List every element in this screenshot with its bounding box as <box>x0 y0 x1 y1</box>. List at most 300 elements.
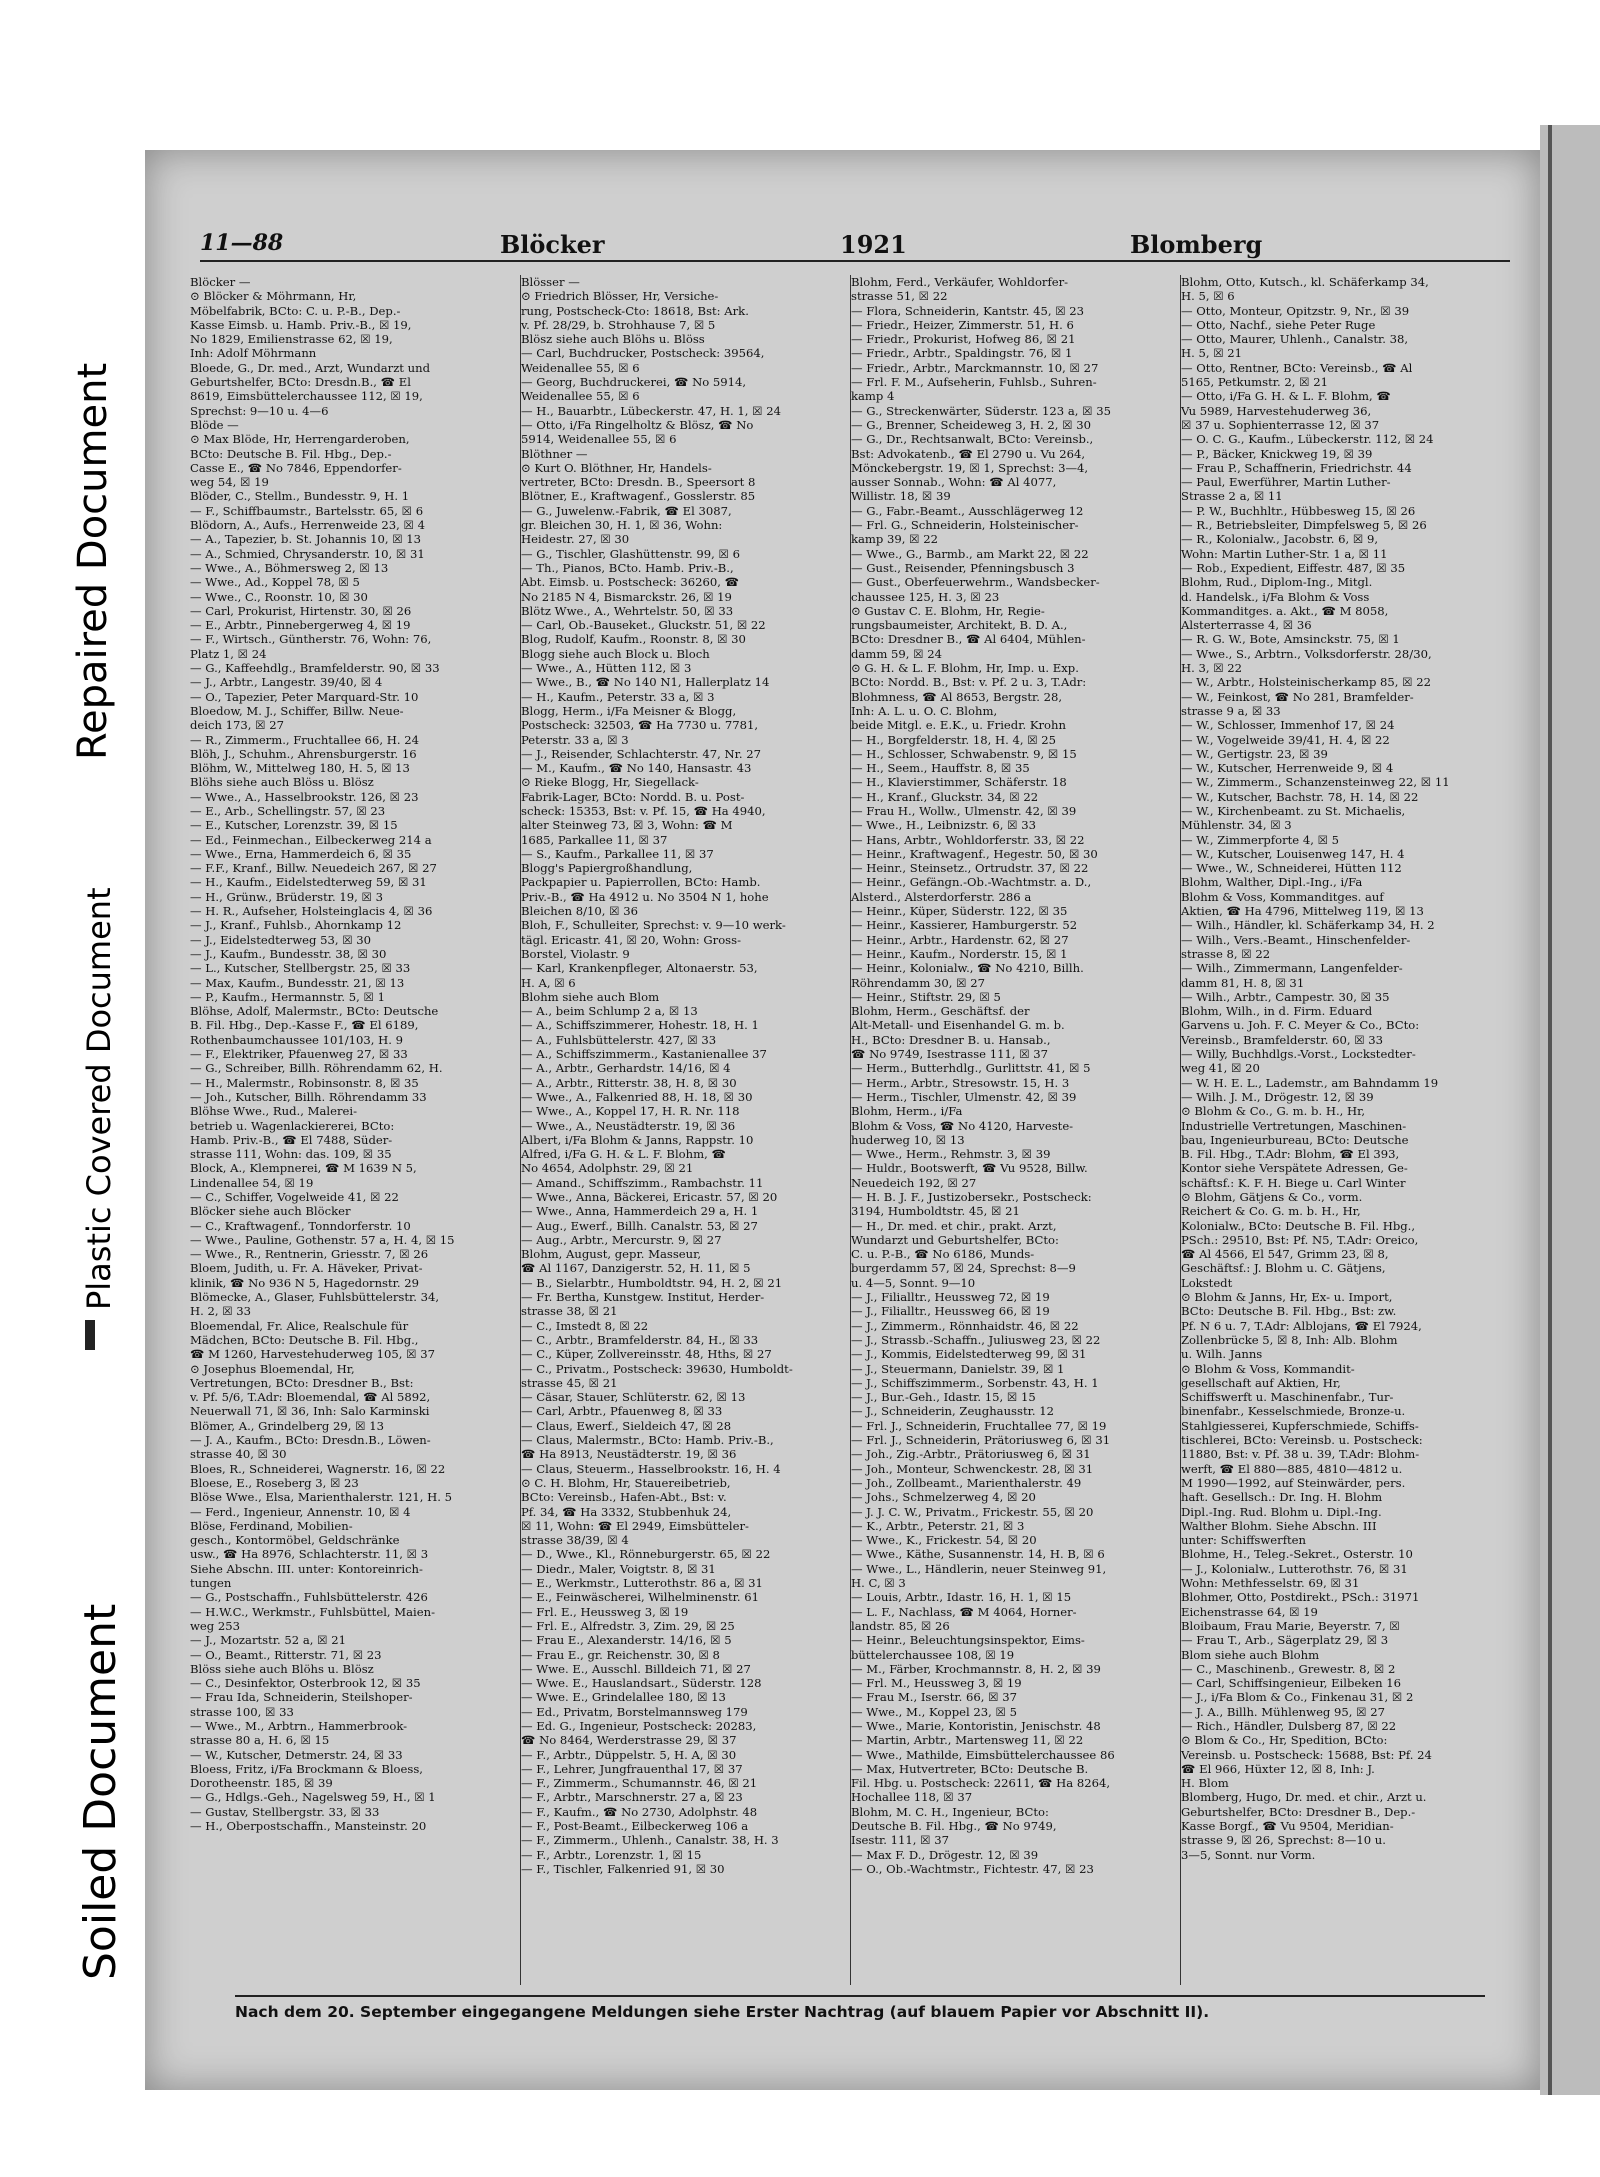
directory-entry-line: Weidenallee 55, ☒ 6 <box>521 389 640 404</box>
header-last-entry: Blomberg <box>1130 230 1263 259</box>
directory-entry-line: Blöhm, W., Mittelweg 180, H. 5, ☒ 13 <box>190 761 410 776</box>
directory-entry-line: — Wwe., Pauline, Gothenstr. 57 a, H. 4, ☒ 15 <box>190 1232 455 1247</box>
directory-entry-line: unter: Schiffswerften <box>1181 1533 1306 1548</box>
directory-entry-line: — Gust., Oberfeuerwehrm., Wandsbecker- <box>851 575 1100 590</box>
directory-entry-line: — Wwe., W., Schneiderei, Hütten 112 <box>1181 861 1402 876</box>
header-year: 1921 <box>840 230 907 259</box>
directory-entry-line: — Frau P., Schaffnerin, Friedrichstr. 44 <box>1181 460 1412 475</box>
directory-entry-line: — H., Seem., Hauffstr. 8, ☒ 35 <box>851 761 1030 776</box>
directory-entry-line: — Carl, Prokurist, Hirtenstr. 30, ☒ 26 <box>190 603 412 618</box>
directory-entry-line: — H. R., Aufseher, Holsteinglacis 4, ☒ 36 <box>190 904 433 919</box>
directory-entry-line: ☎ M 1260, Harvestehuderweg 105, ☒ 37 <box>190 1347 435 1362</box>
directory-entry-line: u. 4—5, Sonnt. 9—10 <box>851 1275 976 1290</box>
directory-entry-line: ☒ 37 u. Sophienterrasse 12, ☒ 37 <box>1181 417 1380 432</box>
directory-entry-line: — Louis, Arbtr., Idastr. 16, H. 1, ☒ 15 <box>851 1590 1072 1605</box>
directory-entry-line: — Wilh., Arbtr., Campestr. 30, ☒ 35 <box>1181 989 1390 1004</box>
directory-entry-line: weg 41, ☒ 20 <box>1181 1061 1260 1076</box>
directory-entry-line: — J., Kaufm., Bundesstr. 38, ☒ 30 <box>190 946 387 961</box>
directory-entry-line: ☒ 11, Wohn: ☎ El 2949, Eimsbütteler- <box>521 1518 749 1533</box>
directory-entry-line: BCto: Deutsche B. Fil. Hbg., Dep.- <box>190 446 392 461</box>
directory-column-4 <box>1180 275 1496 1985</box>
directory-entry-line: 3—5, Sonnt. nur Vorm. <box>1181 1847 1316 1862</box>
directory-entry-line: ⊙ Blöcker & Möhrmann, Hr, <box>190 289 357 304</box>
directory-entry-line: Walther Blohm. Siehe Abschn. III <box>1181 1518 1377 1533</box>
directory-entry-line: — Carl, Ob.-Bauseket., Gluckstr. 51, ☒ 22 <box>521 618 766 633</box>
directory-entry-line: No 2185 N 4, Bismarckstr. 26, ☒ 19 <box>521 589 732 604</box>
directory-entry-line: H. C, ☒ 3 <box>851 1576 906 1591</box>
directory-entry-line: — Flora, Schneiderin, Kantstr. 45, ☒ 23 <box>851 303 1085 318</box>
directory-entry-line: — M., Färber, Krochmannstr. 8, H. 2, ☒ 39 <box>851 1661 1101 1676</box>
directory-entry-line: Bloibaum, Frau Marie, Beyerstr. 7, ☒ <box>1181 1618 1400 1633</box>
directory-entry-line: — Heinr., Beleuchtungsinspektor, Eims- <box>851 1633 1085 1648</box>
directory-entry-line: Blöhse Wwe., Rud., Malerei- <box>190 1104 357 1119</box>
directory-entry-line: Blöder, C., Stellm., Bundesstr. 9, H. 1 <box>190 489 410 504</box>
directory-entry-line: Blömer, A., Grindelberg 29, ☒ 13 <box>190 1418 384 1433</box>
directory-entry-line: — E., Arb., Schellingstr. 57, ☒ 23 <box>190 803 386 818</box>
directory-entry-line: Sprechst: 9—10 u. 4—6 <box>190 403 329 418</box>
directory-entry-line: Blöcker siehe auch Blöcker <box>190 1204 351 1219</box>
directory-entry-line: — W., Zimmerm., Schanzensteinweg 22, ☒ 11 <box>1181 775 1450 790</box>
directory-entry-line: ⊙ Friedrich Blösser, Hr, Versiche- <box>521 289 719 304</box>
directory-entry-line: Blog, Rudolf, Kaufm., Roonstr. 8, ☒ 30 <box>521 632 746 647</box>
directory-entry-line: — F., Arbtr., Düppelstr. 5, H. A, ☒ 30 <box>521 1747 737 1762</box>
directory-entry-line: Blösz siehe auch Blöhs u. Blöss <box>521 332 705 347</box>
directory-entry-line: — C., Desinfektor, Osterbrook 12, ☒ 35 <box>190 1676 421 1691</box>
directory-entry-line: — E., Arbtr., Pinnebergerweg 4, ☒ 19 <box>190 618 411 633</box>
directory-entry-line: — P., Kaufm., Hermannstr. 5, ☒ 1 <box>190 989 385 1004</box>
directory-entry-line: Rothenbaumchaussee 101/103, H. 9 <box>190 1032 403 1047</box>
directory-entry-line: tägl. Ericastr. 41, ☒ 20, Wohn: Gross- <box>521 932 741 947</box>
directory-entry-line: Block, A., Klempnerei, ☎ M 1639 N 5, <box>190 1161 417 1176</box>
directory-entry-line: ☎ Ha 8913, Neustädterstr. 19, ☒ 36 <box>521 1447 737 1462</box>
directory-entry-line: 5165, Petkumstr. 2, ☒ 21 <box>1181 375 1328 390</box>
directory-entry-line: Blohm, Walther, Dipl.-Ing., i/Fa <box>1181 875 1363 890</box>
directory-column-1 <box>190 275 505 1985</box>
directory-entry-line: — Carl, Arbtr., Pfauenweg 8, ☒ 33 <box>521 1404 723 1419</box>
directory-entry-line: Blohm siehe auch Blom <box>521 989 660 1004</box>
directory-entry-line: vertreter, BCto: Dresdn. B., Speersort 8 <box>521 475 756 490</box>
directory-entry-line: strasse 80 a, H. 6, ☒ 15 <box>190 1733 330 1748</box>
directory-entry-line: BCto: Dresdner B., ☎ Al 6404, Mühlen- <box>851 632 1086 647</box>
directory-entry-line: — A., Schiffszimmerm., Kastanienallee 37 <box>521 1047 767 1062</box>
directory-entry-line: — O. C. G., Kaufm., Lübeckerstr. 112, ☒ 24 <box>1181 432 1434 447</box>
directory-entry-line: H. 2, ☒ 33 <box>190 1304 252 1319</box>
directory-entry-line: ⊙ G. H. & L. F. Blohm, Hr, Imp. u. Exp. <box>851 661 1079 676</box>
directory-entry-line: — Friedr., Arbtr., Spaldingstr. 76, ☒ 1 <box>851 346 1073 361</box>
directory-entry-line: Blohmer, Otto, Postdirekt., PSch.: 31971 <box>1181 1590 1420 1605</box>
directory-entry-line: — Heinr., Kassierer, Hamburgerstr. 52 <box>851 918 1078 933</box>
directory-entry-line: Blom siehe auch Blohm <box>1181 1647 1320 1662</box>
directory-entry-line: schäftsf.: K. F. H. Biege u. Carl Winter <box>1181 1175 1406 1190</box>
directory-entry-line: — Friedr., Heizer, Zimmerstr. 51, H. 6 <box>851 317 1074 332</box>
directory-entry-line: — E., Kutscher, Lorenzstr. 39, ☒ 15 <box>190 818 398 833</box>
directory-entry-line: — J., Filialltr., Heussweg 66, ☒ 19 <box>851 1304 1050 1319</box>
directory-entry-line: strasse 9 a, ☒ 33 <box>1181 703 1281 718</box>
directory-entry-line: — Otto, Nachf., siehe Peter Ruge <box>1181 317 1376 332</box>
directory-entry-line: bau, Ingenieurbureau, BCto: Deutsche <box>1181 1132 1409 1147</box>
directory-entry-line: — H., Borgfelderstr. 18, H. 4, ☒ 25 <box>851 732 1057 747</box>
directory-entry-line: Röhrendamm 30, ☒ 27 <box>851 975 986 990</box>
directory-entry-line: — F., Zimmerm., Uhlenh., Canalstr. 38, H. 3 <box>521 1833 779 1848</box>
directory-entry-line: — Wwe., A., Koppel 17, H. R. Nr. 118 <box>521 1104 740 1119</box>
directory-entry-line: — C., Imstedt 8, ☒ 22 <box>521 1318 649 1333</box>
directory-entry-line: — Wwe., G., Barmb., am Markt 22, ☒ 22 <box>851 546 1089 561</box>
directory-entry-line: — S., Kaufm., Parkallee 11, ☒ 37 <box>521 846 714 861</box>
directory-entry-line: — Wwe., C., Roonstr. 10, ☒ 30 <box>190 589 368 604</box>
directory-entry-line: kamp 39, ☒ 22 <box>851 532 938 547</box>
directory-entry-line: Platz 1, ☒ 24 <box>190 646 267 661</box>
directory-entry-line: — F., Wirtsch., Güntherstr. 76, Wohn: 76, <box>190 632 432 647</box>
directory-entry-line: — H., Malermstr., Robinsonstr. 8, ☒ 35 <box>190 1075 419 1090</box>
directory-entry-line: — W., Arbtr., Holsteinischerkamp 85, ☒ 22 <box>1181 675 1431 690</box>
directory-entry-line: Bloemendal, Fr. Alice, Realschule für <box>190 1318 409 1333</box>
directory-entry-line: Möbelfabrik, BCto: C. u. P.-B., Dep.- <box>190 303 401 318</box>
directory-entry-line: — Wwe., A., Hasselbrookstr. 126, ☒ 23 <box>190 789 419 804</box>
directory-column-3 <box>850 275 1166 1985</box>
directory-entry-line: — Wwe., M., Arbtrn., Hammerbrook- <box>190 1718 408 1733</box>
directory-entry-line: Bloess, Fritz, i/Fa Brockmann & Bloess, <box>190 1761 423 1776</box>
directory-entry-line: tischlerei, BCto: Vereinsb. u. Postscheck: <box>1181 1433 1423 1448</box>
directory-entry-line: — E., Feinwäscherei, Wilhelminenstr. 61 <box>521 1590 759 1605</box>
directory-entry-line: — Ed., Feinmechan., Eilbeckerweg 214 a <box>190 832 432 847</box>
directory-entry-line: Aktien, ☎ Ha 4796, Mittelweg 119, ☒ 13 <box>1181 904 1424 919</box>
directory-entry-line: — J., Filialltr., Heussweg 72, ☒ 19 <box>851 1290 1050 1305</box>
directory-entry-line: — Wilh., Zimmermann, Langenfelder- <box>1181 961 1403 976</box>
directory-entry-line: — J., Reisender, Schlachterstr. 47, Nr. 27 <box>521 746 762 761</box>
directory-entry-line: — A., Arbtr., Gerhardstr. 14/16, ☒ 4 <box>521 1061 731 1076</box>
directory-entry-line: — W., Kutscher, Bachstr. 78, H. 14, ☒ 22 <box>1181 789 1419 804</box>
directory-entry-line: — G., Tischler, Glashüttenstr. 99, ☒ 6 <box>521 546 740 561</box>
directory-entry-line: Mönckebergstr. 19, ☒ 1, Sprechst: 3—4, <box>851 460 1089 475</box>
directory-entry-line: — Heinr., Kaufm., Norderstr. 15, ☒ 1 <box>851 946 1068 961</box>
directory-entry-line: Fil. Hbg. u. Postscheck: 22611, ☎ Ha 8264, <box>851 1776 1111 1791</box>
directory-entry-line: strasse 8, ☒ 22 <box>1181 946 1271 961</box>
directory-entry-line: — Wilh., Händler, kl. Schäferkamp 34, H. 2 <box>1181 918 1435 933</box>
directory-entry-line: deich 173, ☒ 27 <box>190 718 284 733</box>
directory-entry-line: — H. B. J. F., Justizobersekr., Postscheck: <box>851 1190 1092 1204</box>
directory-entry-line: Kontor siehe Verspätete Adressen, Ge- <box>1181 1161 1408 1176</box>
directory-entry-line: ⊙ Blohm & Co., G. m. b. H., Hr, <box>1181 1104 1366 1119</box>
directory-entry-line: Deutsche B. Fil. Hbg., ☎ No 9749, <box>851 1819 1057 1834</box>
directory-entry-line: PSch.: 29510, Bst: Pf. N5, T.Adr: Oreico, <box>1181 1232 1419 1247</box>
directory-entry-line: ☎ No 9749, Isestrasse 111, ☒ 37 <box>851 1047 1049 1062</box>
directory-entry-line: — G., Hdlgs.-Geh., Nagelsweg 59, H., ☒ 1 <box>190 1790 436 1805</box>
directory-entry-line: — Gust., Reisender, Pfenningsbusch 3 <box>851 560 1075 575</box>
directory-entry-line: Lokstedt <box>1181 1275 1233 1290</box>
directory-entry-line: — R., Betriebsleiter, Dimpfelsweg 5, ☒ 26 <box>1181 518 1427 533</box>
directory-entry-line: — Wwe., A., Böhmersweg 2, ☒ 13 <box>190 560 389 575</box>
directory-entry-line: — Heinr., Gefängn.-Ob.-Wachtmstr. a. D., <box>851 875 1092 890</box>
directory-entry-line: Dorotheenstr. 185, ☒ 39 <box>190 1776 333 1791</box>
directory-entry-line: — W. H. E. L., Lademstr., am Bahndamm 19 <box>1181 1075 1439 1090</box>
directory-entry-line: klinik, ☎ No 936 N 5, Hagedornstr. 29 <box>190 1275 420 1290</box>
directory-entry-line: Neuedeich 192, ☒ 27 <box>851 1175 977 1190</box>
directory-entry-line: Blohm & Voss, Kommanditges. auf <box>1181 889 1384 904</box>
directory-entry-line: — F., Kaufm., ☎ No 2730, Adolphstr. 48 <box>521 1804 758 1819</box>
directory-entry-line: H. 5, ☒ 21 <box>1181 346 1243 361</box>
label-tick-mark <box>85 1320 95 1350</box>
directory-entry-line: Blöse Wwe., Elsa, Marienthalerstr. 121, H. 5 <box>190 1490 452 1505</box>
directory-entry-line: ⊙ Gustav C. E. Blohm, Hr, Regie- <box>851 603 1045 618</box>
directory-entry-line: — J. A., Billh. Mühlenweg 95, ☒ 27 <box>1181 1704 1385 1719</box>
directory-entry-line: No 4654, Adolphstr. 29, ☒ 21 <box>521 1161 694 1176</box>
directory-entry-line: Blohm, Ferd., Verkäufer, Wohldorfer- <box>851 275 1069 289</box>
directory-entry-line: — H., Klavierstimmer, Schäferstr. 18 <box>851 775 1067 790</box>
directory-entry-line: — Frl. F. M., Aufseherin, Fuhlsb., Suhren- <box>851 375 1097 390</box>
directory-entry-line: Blohm, August, gepr. Masseur, <box>521 1247 702 1262</box>
directory-entry-line: Kasse Eimsb. u. Hamb. Priv.-B., ☒ 19, <box>190 317 412 332</box>
directory-entry-line: Blöhse, Adolf, Malermstr., BCto: Deutsche <box>190 1004 439 1019</box>
directory-entry-line: Blohm, Herm., i/Fa <box>851 1104 963 1119</box>
directory-entry-line: Alsterterrasse 4, ☒ 36 <box>1181 618 1312 633</box>
directory-entry-line: strasse 40, ☒ 30 <box>190 1447 287 1462</box>
directory-entry-line: — Claus, Steuerm., Hasselbrookstr. 16, H. 4 <box>521 1461 781 1476</box>
directory-entry-line: Neuerwall 71, ☒ 36, Inh: Salo Karminski <box>190 1404 430 1419</box>
directory-entry-line: — Heinr., Kolonialw., ☎ No 4210, Billh. <box>851 961 1084 976</box>
directory-entry-line: — J. J. C. W., Privatm., Frickestr. 55, ☒ 20 <box>851 1504 1094 1519</box>
directory-entry-line: — G., Brenner, Scheideweg 3, H. 2, ☒ 30 <box>851 417 1091 432</box>
directory-entry-line: — W., Kutscher, Detmerstr. 24, ☒ 33 <box>190 1747 403 1762</box>
directory-entry-line: — W., Zimmerpforte 4, ☒ 5 <box>1181 832 1340 847</box>
directory-entry-line: — Paul, Ewerführer, Martin Luther- <box>1181 475 1391 490</box>
directory-entry-line: — B., Sielarbtr., Humboldtstr. 94, H. 2, ☒ 21 <box>521 1275 783 1290</box>
directory-entry-line: B. Fil. Hbg., T.Adr: Blohm, ☎ El 393, <box>1181 1147 1400 1162</box>
directory-entry-line: — Wwe. E., Grindelallee 180, ☒ 13 <box>521 1690 726 1705</box>
directory-entry-line: — H., Dr. med. et chir., prakt. Arzt, <box>851 1218 1057 1233</box>
directory-entry-line: — W., Kutscher, Herrenweide 9, ☒ 4 <box>1181 761 1394 776</box>
directory-entry-line: strasse 45, ☒ 21 <box>521 1375 618 1390</box>
directory-entry-line: — Wwe., Ad., Koppel 78, ☒ 5 <box>190 575 360 590</box>
directory-entry-line: — G., Streckenwärter, Süderstr. 123 a, ☒ 35 <box>851 403 1111 418</box>
page-header <box>200 230 1510 262</box>
directory-entry-line: H. A, ☒ 6 <box>521 975 576 990</box>
directory-entry-line: — Rich., Händler, Dulsberg 87, ☒ 22 <box>1181 1718 1397 1733</box>
directory-entry-line: — D., Wwe., Kl., Rönneburgerstr. 65, ☒ 22 <box>521 1547 771 1562</box>
directory-entry-line: — G., Kaffeehdlg., Bramfelderstr. 90, ☒ 33 <box>190 661 440 676</box>
directory-entry-line: Alt-Metall- und Eisenhandel G. m. b. <box>851 1018 1065 1033</box>
directory-entry-line: Blohme, H., Teleg.-Sekret., Osterstr. 10 <box>1181 1547 1413 1562</box>
directory-entry-line: — Wwe., Marie, Kontoristin, Jenischstr. 48 <box>851 1718 1101 1733</box>
directory-entry-line: — Ed., Privatm, Borstelmannsweg 179 <box>521 1704 748 1719</box>
directory-entry-line: Blogg's Papiergroßhandlung, <box>521 861 693 876</box>
directory-entry-line: — G., Dr., Rechtsanwalt, BCto: Vereinsb., <box>851 432 1094 447</box>
directory-entry-line: Blomberg, Hugo, Dr. med. et chir., Arzt u. <box>1181 1790 1427 1805</box>
directory-entry-line: Blöh, J., Schuhm., Ahrensburgerstr. 16 <box>190 746 417 761</box>
directory-entry-line: — Otto, i/Fa Ringelholtz & Blösz, ☎ No <box>521 417 754 432</box>
directory-entry-line: Industrielle Vertretungen, Maschinen- <box>1181 1118 1407 1133</box>
directory-entry-line: H. 3, ☒ 22 <box>1181 661 1243 676</box>
directory-entry-line: — J., Steuermann, Danielstr. 39, ☒ 1 <box>851 1361 1065 1376</box>
directory-entry-line: — J., Zimmerm., Rönnhaidstr. 46, ☒ 22 <box>851 1318 1079 1333</box>
directory-entry-line: — Frl. M., Heussweg 3, ☒ 19 <box>851 1676 1022 1691</box>
directory-entry-line: Kasse Borgf., ☎ Vu 9504, Meridian- <box>1181 1819 1394 1834</box>
directory-entry-line: Blohm, Rud., Diplom-Ing., Mitgl. <box>1181 575 1373 590</box>
directory-entry-line: Blöhs siehe auch Blöss u. Blösz <box>190 775 374 790</box>
directory-entry-line: Borstel, Violastr. 9 <box>521 946 630 961</box>
directory-entry-line: 8619, Eimsbüttelerchaussee 112, ☒ 19, <box>190 389 423 404</box>
directory-entry-line: — Karl, Krankenpfleger, Altonaerstr. 53, <box>521 961 758 976</box>
directory-entry-line: — R., Zimmerm., Fruchtallee 66, H. 24 <box>190 732 420 747</box>
directory-entry-line: — Martin, Arbtr., Martensweg 11, ☒ 22 <box>851 1733 1084 1748</box>
directory-entry-line: — Frau E., gr. Reichenstr. 30, ☒ 8 <box>521 1647 720 1662</box>
directory-entry-line: — Heinr., Steinsetz., Ortrudstr. 37, ☒ 22 <box>851 861 1089 876</box>
directory-entry-line: — G., Juwelenw.-Fabrik, ☎ El 3087, <box>521 503 732 518</box>
directory-entry-line: — H., Bauarbtr., Lübeckerstr. 47, H. 1, ☒ 24 <box>521 403 782 418</box>
directory-entry-line: H. Blom <box>1181 1776 1229 1791</box>
directory-entry-line: — Wwe., Erna, Hammerdeich 6, ☒ 35 <box>190 846 412 861</box>
directory-entry-line: — Ferd., Ingenieur, Annenstr. 10, ☒ 4 <box>190 1504 411 1519</box>
directory-entry-line: BCto: Vereinsb., Hafen-Abt., Bst: v. <box>521 1490 727 1505</box>
directory-entry-line: — Wwe., Anna, Hammerdeich 29 a, H. 1 <box>521 1204 759 1219</box>
directory-entry-line: — Herm., Arbtr., Stresowstr. 15, H. 3 <box>851 1075 1070 1090</box>
directory-entry-line: Priv.-B., ☎ Ha 4912 u. No 3504 N 1, hohe <box>521 889 769 904</box>
directory-entry-line: Alsterd., Alsterdorferstr. 286 a <box>851 889 1032 904</box>
directory-entry-line: huderweg 10, ☒ 13 <box>851 1132 965 1147</box>
directory-entry-line: Bloedow, M. J., Schiffer, Billw. Neue- <box>190 703 404 718</box>
directory-entry-line: ⊙ Max Blöde, Hr, Herrengarderoben, <box>190 432 410 447</box>
directory-entry-line: Heidestr. 27, ☒ 30 <box>521 532 630 547</box>
directory-entry-line: landstr. 85, ☒ 26 <box>851 1618 950 1633</box>
directory-entry-line: — C., Schiffer, Vogelweide 41, ☒ 22 <box>190 1190 399 1204</box>
directory-entry-line: — Joh., Kutscher, Billh. Röhrendamm 33 <box>190 1089 427 1104</box>
directory-entry-line: damm 81, H. 8, ☒ 31 <box>1181 975 1305 990</box>
directory-entry-line: — J., Schiffszimmerm., Sorbenstr. 43, H. 1 <box>851 1375 1099 1390</box>
directory-entry-line: — Aug., Arbtr., Mercurstr. 9, ☒ 27 <box>521 1232 722 1247</box>
directory-entry-line: Packpapier u. Papierrollen, BCto: Hamb. <box>521 875 761 890</box>
directory-entry-line: haft. Gesellsch.: Dr. Ing. H. Blohm <box>1181 1490 1383 1505</box>
directory-entry-line: — Wwe., Käthe, Susannenstr. 14, H. B, ☒ 6 <box>851 1547 1105 1562</box>
directory-entry-line: — H., Kaufm., Eidelstedterweg 59, ☒ 31 <box>190 875 427 890</box>
directory-entry-line: strasse 9, ☒ 26, Sprechst: 8—10 u. <box>1181 1833 1386 1848</box>
directory-entry-line: ☎ Al 4566, El 547, Grimm 23, ☒ 8, <box>1181 1247 1389 1262</box>
directory-entry-line: ⊙ Blohm & Voss, Kommandit- <box>1181 1361 1355 1376</box>
directory-entry-line: — Frau Ida, Schneiderin, Steilshoper- <box>190 1690 413 1705</box>
directory-entry-line: Alfred, i/Fa G. H. & L. F. Blohm, ☎ <box>521 1147 726 1162</box>
plastic-covered-document-label: Plastic Covered Document <box>80 887 118 1310</box>
directory-entry-line: Isestr. 111, ☒ 37 <box>851 1833 949 1848</box>
directory-entry-line: — Wilh., Vers.-Beamt., Hinschenfelder- <box>1181 932 1411 947</box>
directory-entry-line: ☎ Al 1167, Danzigerstr. 52, H. 11, ☒ 5 <box>521 1261 751 1276</box>
directory-entry-line: — J., Strassb.-Schaffn., Juliusweg 23, ☒ 22 <box>851 1332 1101 1347</box>
page-number: 11—88 <box>200 230 284 256</box>
directory-entry-line: — Herm., Tischler, Ulmenstr. 42, ☒ 39 <box>851 1089 1077 1104</box>
directory-entry-line: — M., Kaufm., ☎ No 140, Hansastr. 43 <box>521 761 752 776</box>
directory-entry-line: ☎ No 8464, Werderstrasse 29, ☒ 37 <box>521 1733 737 1748</box>
directory-entry-line: ⊙ Josephus Bloemendal, Hr, <box>190 1361 355 1376</box>
directory-entry-line: — Aug., Ewerf., Billh. Canalstr. 53, ☒ 27 <box>521 1218 758 1233</box>
directory-entry-line: — Johs., Schmelzerweg 4, ☒ 20 <box>851 1490 1036 1505</box>
directory-entry-line: Bloes, R., Schneiderei, Wagnerstr. 16, ☒ 22 <box>190 1461 446 1476</box>
directory-entry-line: — Max, Hutvertreter, BCto: Deutsche B. <box>851 1761 1089 1776</box>
directory-entry-line: — Fr. Bertha, Kunstgew. Institut, Herder- <box>521 1290 765 1305</box>
directory-entry-line: — O., Ob.-Wachtmstr., Fichtestr. 47, ☒ 23 <box>851 1861 1094 1876</box>
directory-entry-line: Mühlenstr. 34, ☒ 3 <box>1181 818 1292 833</box>
directory-entry-line: — J., i/Fa Blom & Co., Finkenau 31, ☒ 2 <box>1181 1690 1414 1705</box>
directory-entry-line: — A., Schiffszimmerer, Hohestr. 18, H. 1 <box>521 1018 759 1033</box>
header-first-entry: Blöcker <box>500 230 605 259</box>
directory-entry-line: — A., beim Schlump 2 a, ☒ 13 <box>521 1004 698 1019</box>
directory-entry-line: — Wwe., A., Hütten 112, ☒ 3 <box>521 661 692 676</box>
directory-entry-line: — Wwe., A., Falkenried 88, H. 18, ☒ 30 <box>521 1089 753 1104</box>
directory-entry-line: Kolonialw., BCto: Deutsche B. Fil. Hbg., <box>1181 1218 1416 1233</box>
directory-entry-line: — Wwe., K., Frickestr. 54, ☒ 20 <box>851 1533 1037 1548</box>
directory-entry-line: — Joh., Zollbeamt., Marienthalerstr. 49 <box>851 1475 1082 1490</box>
directory-entry-line: Blöde — <box>190 417 239 432</box>
directory-entry-line: Blohm, Otto, Kutsch., kl. Schäferkamp 34, <box>1181 275 1429 289</box>
directory-entry-line: Geburtshelfer, BCto: Dresdn.B., ☎ El <box>190 375 411 390</box>
directory-entry-line: ☎ El 966, Hüxter 12, ☒ 8, Inh: J. <box>1181 1761 1375 1776</box>
next-page-edge <box>1540 125 1600 2095</box>
directory-entry-line: — Heinr., Kraftwagenf., Hegestr. 50, ☒ 30 <box>851 846 1098 861</box>
directory-entry-line: — Wilh. J. M., Drögestr. 12, ☒ 39 <box>1181 1089 1374 1104</box>
directory-entry-line: — Joh., Zig.-Arbtr., Prätoriusweg 6, ☒ 31 <box>851 1447 1091 1462</box>
directory-entry-line: beide Mitgl. e. E.K., u. Friedr. Krohn <box>851 718 1066 733</box>
directory-entry-line: Blöss siehe auch Blöhs u. Blösz <box>190 1661 374 1676</box>
directory-entry-line: B. Fil. Hbg., Dep.-Kasse F., ☎ El 6189, <box>190 1018 419 1033</box>
directory-entry-line: Vu 5989, Harvestehuderweg 36, <box>1181 403 1372 418</box>
directory-entry-line: Lindenallee 54, ☒ 19 <box>190 1175 314 1190</box>
directory-entry-line: Reichert & Co. G. m. b. H., Hr, <box>1181 1204 1361 1219</box>
directory-entry-line: — Georg, Buchdruckerei, ☎ No 5914, <box>521 375 747 390</box>
directory-entry-line: — F., Post-Beamt., Eilbeckerweg 106 a <box>521 1819 749 1834</box>
directory-entry-line: Postscheck: 32503, ☎ Ha 7730 u. 7781, <box>521 718 759 733</box>
directory-entry-line: Casse E., ☎ No 7846, Eppendorfer- <box>190 460 402 475</box>
directory-entry-line: — Wwe., M., Koppel 23, ☒ 5 <box>851 1704 1017 1719</box>
directory-entry-line: — H., Oberpostschaffn., Mansteinstr. 20 <box>190 1819 427 1834</box>
directory-entry-line: — Willy, Buchhdlgs.-Vorst., Lockstedter- <box>1181 1047 1416 1062</box>
directory-entry-line: scheck: 15353, Bst: v. Pf. 15, ☎ Ha 4940, <box>521 803 766 818</box>
directory-entry-line: betrieb u. Wagenlackiererei, BCto: <box>190 1118 395 1133</box>
directory-entry-line: — Otto, i/Fa G. H. & L. F. Blohm, ☎ <box>1181 389 1391 404</box>
directory-entry-line: — A., Schmied, Chrysanderstr. 10, ☒ 31 <box>190 546 425 561</box>
directory-entry-line: Hochallee 118, ☒ 37 <box>851 1790 973 1805</box>
directory-entry-line: — Wwe., B., ☎ No 140 N1, Hallerplatz 14 <box>521 675 770 690</box>
directory-entry-line: ⊙ C. H. Blohm, Hr, Stauereibetrieb, <box>521 1475 731 1490</box>
directory-entry-line: — H., Schlosser, Schwabenstr. 9, ☒ 15 <box>851 746 1077 761</box>
directory-entry-line: Willistr. 18, ☒ 39 <box>851 489 951 504</box>
directory-entry-line: ⊙ Blohm, Gätjens & Co., vorm. <box>1181 1190 1363 1204</box>
directory-entry-line: — J., Kolonialw., Lutterothstr. 76, ☒ 31 <box>1181 1561 1408 1576</box>
directory-entry-line: — Wwe., R., Rentnerin, Griesstr. 7, ☒ 26 <box>190 1247 429 1262</box>
directory-entry-line: werft, ☎ El 880—885, 4810—4812 u. <box>1181 1461 1403 1476</box>
directory-entry-line: Garvens u. Joh. F. C. Meyer & Co., BCto: <box>1181 1018 1420 1033</box>
directory-entry-line: — Frl. G., Schneiderin, Holsteinischer- <box>851 518 1079 533</box>
directory-entry-line: — Otto, Rentner, BCto: Vereinsb., ☎ Al <box>1181 360 1413 375</box>
directory-entry-line: u. Wilh. Janns <box>1181 1347 1263 1362</box>
directory-entry-line: burgerdamm 57, ☒ 24, Sprechst: 8—9 <box>851 1261 1076 1276</box>
directory-entry-line: ⊙ Rieke Blogg, Hr, Siegellack- <box>521 775 699 790</box>
directory-entry-line: 1685, Parkallee 11, ☒ 37 <box>521 832 668 847</box>
directory-entry-line: — Huldr., Bootswerft, ☎ Vu 9528, Billw. <box>851 1161 1088 1176</box>
directory-entry-line: — J., Arbtr., Langestr. 39/40, ☒ 4 <box>190 675 383 690</box>
directory-entry-line: ausser Sonnab., Wohn: ☎ Al 4077, <box>851 475 1057 490</box>
directory-entry-line: Pf. 34, ☎ Ha 3332, Stubbenhuk 24, <box>521 1504 732 1519</box>
directory-entry-line: Geschäftsf.: J. Blohm u. C. Gätjens, <box>1181 1261 1386 1276</box>
directory-entry-line: — Herm., Butterhdlg., Gurlittstr. 41, ☒ 5 <box>851 1061 1091 1076</box>
directory-entry-line: Pf. N 6 u. 7, T.Adr: Alblojans, ☎ El 7924, <box>1181 1318 1422 1333</box>
directory-column-2 <box>520 275 836 1985</box>
directory-entry-line: — W., Gertigstr. 23, ☒ 39 <box>1181 746 1328 761</box>
directory-entry-line: H., BCto: Dresdner B. u. Hansab., <box>851 1032 1051 1047</box>
side-label-strip <box>0 0 140 2177</box>
directory-entry-line: weg 54, ☒ 19 <box>190 475 269 490</box>
directory-entry-line: — Amand., Schiffszimm., Rambachstr. 11 <box>521 1175 764 1190</box>
directory-entry-line: — H.W.C., Werkmstr., Fuhlsbüttel, Maien- <box>190 1604 436 1619</box>
directory-entry-line: Blömecke, A., Glaser, Fuhlsbüttelerstr. 34, <box>190 1290 440 1305</box>
directory-entry-line: Blöthner — <box>521 446 588 461</box>
directory-entry-line: — Claus, Ewerf., Sieldeich 47, ☒ 28 <box>521 1418 732 1433</box>
directory-entry-line: — Wwe., H., Leibnizstr. 6, ☒ 33 <box>851 818 1037 833</box>
